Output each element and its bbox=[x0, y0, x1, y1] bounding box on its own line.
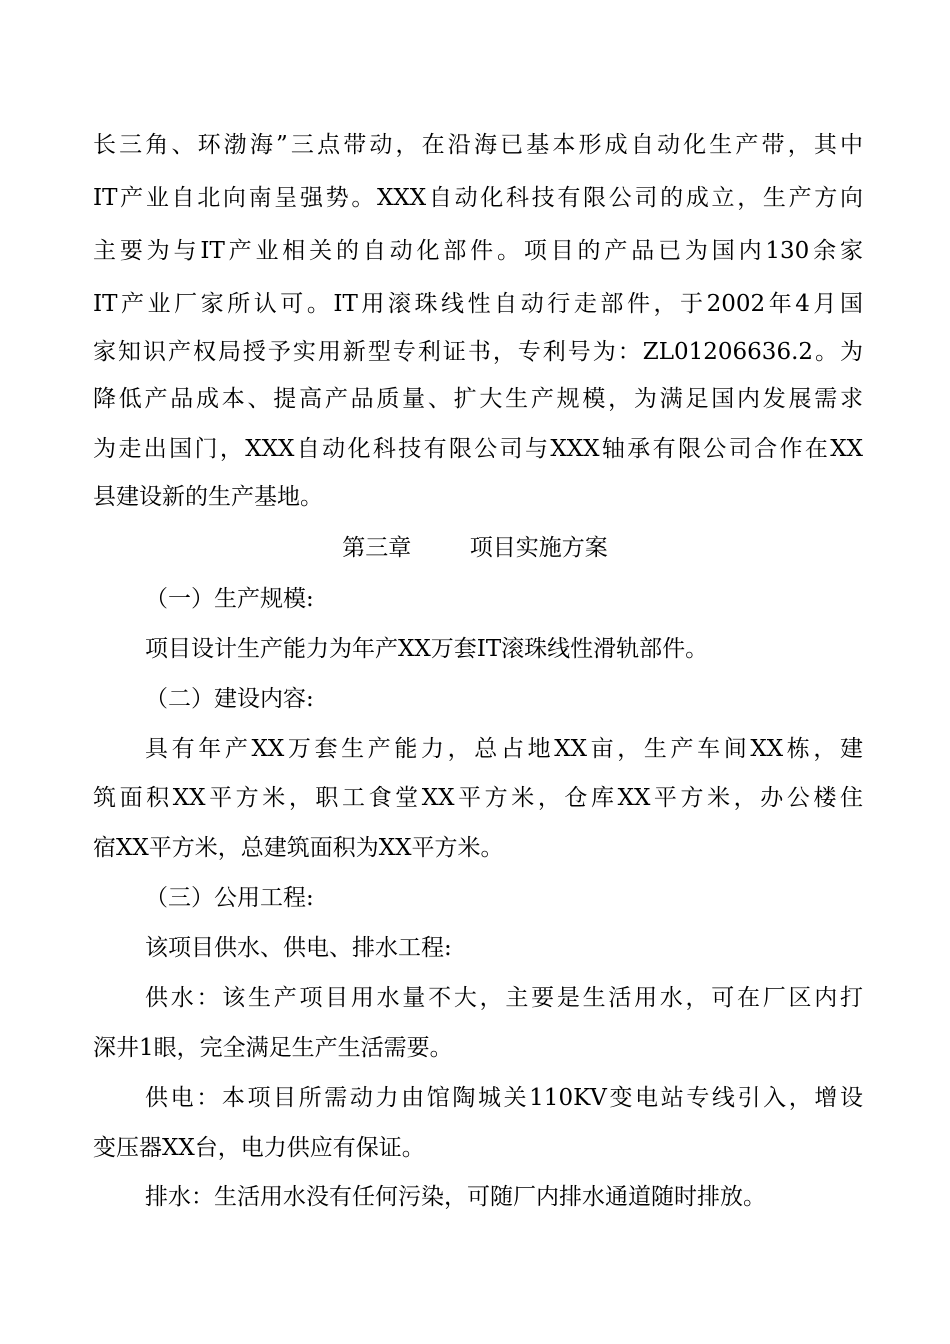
section-title: （一）生产规模: bbox=[145, 586, 314, 612]
water-supply-line: 供水：该生产项目用水量不大，主要是生活用水，可在厂区内打 bbox=[145, 985, 863, 1011]
chapter-heading: 第三章 项目实施方案 bbox=[342, 535, 608, 561]
paragraph-line: 具有年产XX万套生产能力，总占地XX亩，生产车间XX栋，建 bbox=[145, 736, 863, 762]
section-title: （二）建设内容: bbox=[145, 686, 314, 712]
paragraph-line: 家知识产权局授予实用新型专利证书，专利号为：ZL01206636.2。为 bbox=[93, 339, 863, 365]
paragraph-line: 长三角、环渤海”三点带动，在沿海已基本形成自动化生产带，其中 bbox=[93, 132, 863, 158]
section-title: （三）公用工程: bbox=[145, 885, 314, 911]
power-supply-line: 变压器XX台，电力供应有保证。 bbox=[93, 1135, 425, 1161]
water-supply-line: 深井1眼，完全满足生产生活需要。 bbox=[93, 1035, 453, 1061]
paragraph-line: 主要为与IT产业相关的自动化部件。项目的产品已为国内130余家 bbox=[93, 238, 863, 264]
drainage-line: 排水：生活用水没有任何污染，可随厂内排水通道随时排放。 bbox=[145, 1184, 766, 1210]
paragraph-line: 宿XX平方米，总建筑面积为XX平方米。 bbox=[93, 835, 504, 861]
paragraph-line: IT产业自北向南呈强势。XXX自动化科技有限公司的成立，生产方向 bbox=[93, 185, 863, 211]
paragraph-line: 该项目供水、供电、排水工程: bbox=[145, 935, 452, 961]
paragraph-line: 为走出国门，XXX自动化科技有限公司与XXX轴承有限公司合作在XX bbox=[93, 436, 863, 462]
paragraph-line: 筑面积XX平方米，职工食堂XX平方米，仓库XX平方米，办公楼住 bbox=[93, 785, 863, 811]
paragraph-line: 县建设新的生产基地。 bbox=[93, 484, 323, 510]
paragraph-line: IT产业厂家所认可。IT用滚珠线性自动行走部件，于2002年4月国 bbox=[93, 291, 863, 317]
paragraph-line: 降低产品成本、提高产品质量、扩大生产规模，为满足国内发展需求 bbox=[93, 386, 863, 412]
power-supply-line: 供电：本项目所需动力由馆陶城关110KV变电站专线引入，增设 bbox=[145, 1085, 863, 1111]
paragraph-line: 项目设计生产能力为年产XX万套IT滚珠线性滑轨部件。 bbox=[145, 636, 709, 662]
